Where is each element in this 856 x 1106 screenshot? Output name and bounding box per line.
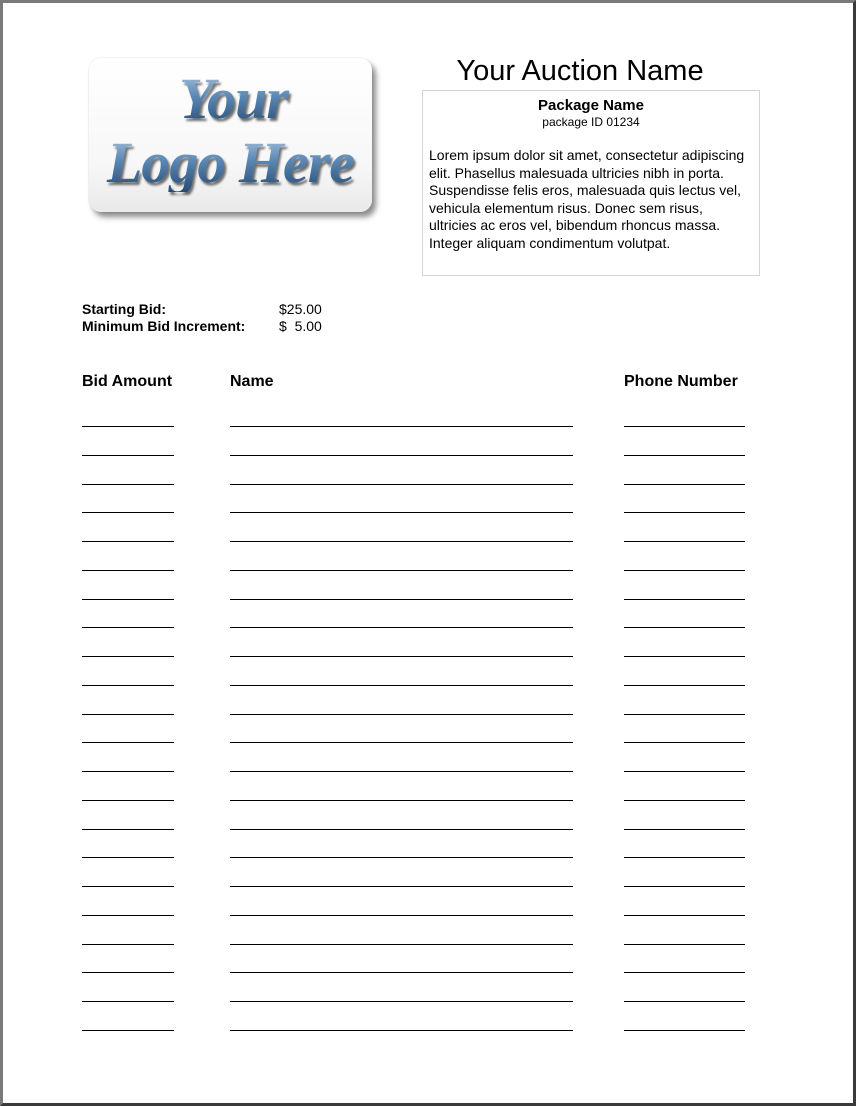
starting-bid-value: $25.00	[279, 301, 322, 317]
name-line[interactable]	[230, 484, 573, 485]
auction-title: Your Auction Name	[456, 55, 704, 87]
signup-row	[0, 541, 856, 543]
phone-number-line[interactable]	[624, 1001, 745, 1002]
bid-amount-line[interactable]	[82, 1001, 174, 1002]
column-header-name: Name	[230, 373, 274, 390]
phone-number-line[interactable]	[624, 484, 745, 485]
phone-number-line[interactable]	[624, 972, 745, 973]
name-line[interactable]	[230, 800, 573, 801]
name-line[interactable]	[230, 829, 573, 830]
package-name: Package Name	[538, 97, 644, 114]
phone-number-line[interactable]	[624, 857, 745, 858]
phone-number-line[interactable]	[624, 627, 745, 628]
bid-amount-line[interactable]	[82, 829, 174, 830]
phone-number-line[interactable]	[624, 915, 745, 916]
phone-number-line[interactable]	[624, 512, 745, 513]
bid-amount-line[interactable]	[82, 771, 174, 772]
bid-amount-line[interactable]	[82, 570, 174, 571]
bid-amount-line[interactable]	[82, 915, 174, 916]
signup-row	[0, 627, 856, 629]
signup-row	[0, 972, 856, 974]
starting-bid-label: Starting Bid:	[82, 301, 166, 317]
name-line[interactable]	[230, 627, 573, 628]
phone-number-line[interactable]	[624, 771, 745, 772]
signup-row	[0, 742, 856, 744]
package-description: Lorem ipsum dolor sit amet, consectetur adipiscing elit. Phasellus malesuada ultricies nibh in porta. Suspendisse felis eros, malesuada quis lectus vel, vehicula elementum risus. Donec sem risus, ultricies ac eros vel, bibendum rhoncus massa. Integer aliquam condimentum volutpat.	[429, 147, 745, 251]
phone-number-line[interactable]	[624, 800, 745, 801]
name-line[interactable]	[230, 512, 573, 513]
phone-number-line[interactable]	[624, 570, 745, 571]
logo-placeholder	[89, 58, 372, 212]
logo-text-line-1: Your	[95, 70, 372, 128]
column-header-phone: Phone Number	[624, 373, 738, 390]
phone-number-line[interactable]	[624, 1030, 745, 1031]
phone-number-line[interactable]	[624, 599, 745, 600]
bid-amount-line[interactable]	[82, 656, 174, 657]
signup-row	[0, 886, 856, 888]
min-increment-value: $ 5.00	[279, 318, 322, 334]
signup-row	[0, 944, 856, 946]
name-line[interactable]	[230, 455, 573, 456]
signup-row	[0, 800, 856, 802]
signup-row	[0, 829, 856, 831]
name-line[interactable]	[230, 771, 573, 772]
name-line[interactable]	[230, 541, 573, 542]
phone-number-line[interactable]	[624, 656, 745, 657]
signup-row	[0, 426, 856, 428]
bid-amount-line[interactable]	[82, 944, 174, 945]
name-line[interactable]	[230, 972, 573, 973]
bid-amount-line[interactable]	[82, 541, 174, 542]
signup-row	[0, 599, 856, 601]
phone-number-line[interactable]	[624, 886, 745, 887]
phone-number-line[interactable]	[624, 685, 745, 686]
name-line[interactable]	[230, 570, 573, 571]
signup-row	[0, 455, 856, 457]
signup-row	[0, 570, 856, 572]
phone-number-line[interactable]	[624, 829, 745, 830]
signup-row	[0, 915, 856, 917]
bid-amount-line[interactable]	[82, 886, 174, 887]
bid-amount-line[interactable]	[82, 627, 174, 628]
signup-row	[0, 1030, 856, 1032]
bid-amount-line[interactable]	[82, 800, 174, 801]
signup-row	[0, 857, 856, 859]
signup-row	[0, 771, 856, 773]
phone-number-line[interactable]	[624, 426, 745, 427]
phone-number-line[interactable]	[624, 742, 745, 743]
phone-number-line[interactable]	[624, 714, 745, 715]
signup-row	[0, 656, 856, 658]
name-line[interactable]	[230, 685, 573, 686]
bid-amount-line[interactable]	[82, 1030, 174, 1031]
name-line[interactable]	[230, 742, 573, 743]
bid-amount-line[interactable]	[82, 972, 174, 973]
min-increment-label: Minimum Bid Increment:	[82, 318, 246, 334]
bid-amount-line[interactable]	[82, 685, 174, 686]
phone-number-line[interactable]	[624, 541, 745, 542]
bid-amount-line[interactable]	[82, 512, 174, 513]
column-header-bid-amount: Bid Amount	[82, 373, 173, 390]
name-line[interactable]	[230, 1001, 573, 1002]
name-line[interactable]	[230, 714, 573, 715]
package-id: package ID 01234	[542, 115, 640, 129]
bid-amount-line[interactable]	[82, 484, 174, 485]
bid-amount-line[interactable]	[82, 455, 174, 456]
name-line[interactable]	[230, 915, 573, 916]
package-box	[422, 90, 760, 276]
signup-row	[0, 484, 856, 486]
signup-row	[0, 1001, 856, 1003]
bid-amount-line[interactable]	[82, 426, 174, 427]
name-line[interactable]	[230, 656, 573, 657]
signup-row	[0, 685, 856, 687]
phone-number-line[interactable]	[624, 944, 745, 945]
bid-amount-line[interactable]	[82, 742, 174, 743]
name-line[interactable]	[230, 944, 573, 945]
name-line[interactable]	[230, 426, 573, 427]
bid-amount-line[interactable]	[82, 599, 174, 600]
signup-row	[0, 512, 856, 514]
name-line[interactable]	[230, 1030, 573, 1031]
phone-number-line[interactable]	[624, 455, 745, 456]
bid-amount-line[interactable]	[82, 857, 174, 858]
logo-text-line-2: Logo Here	[89, 134, 372, 192]
name-line[interactable]	[230, 857, 573, 858]
name-line[interactable]	[230, 599, 573, 600]
bid-amount-line[interactable]	[82, 714, 174, 715]
signup-row	[0, 714, 856, 716]
name-line[interactable]	[230, 886, 573, 887]
